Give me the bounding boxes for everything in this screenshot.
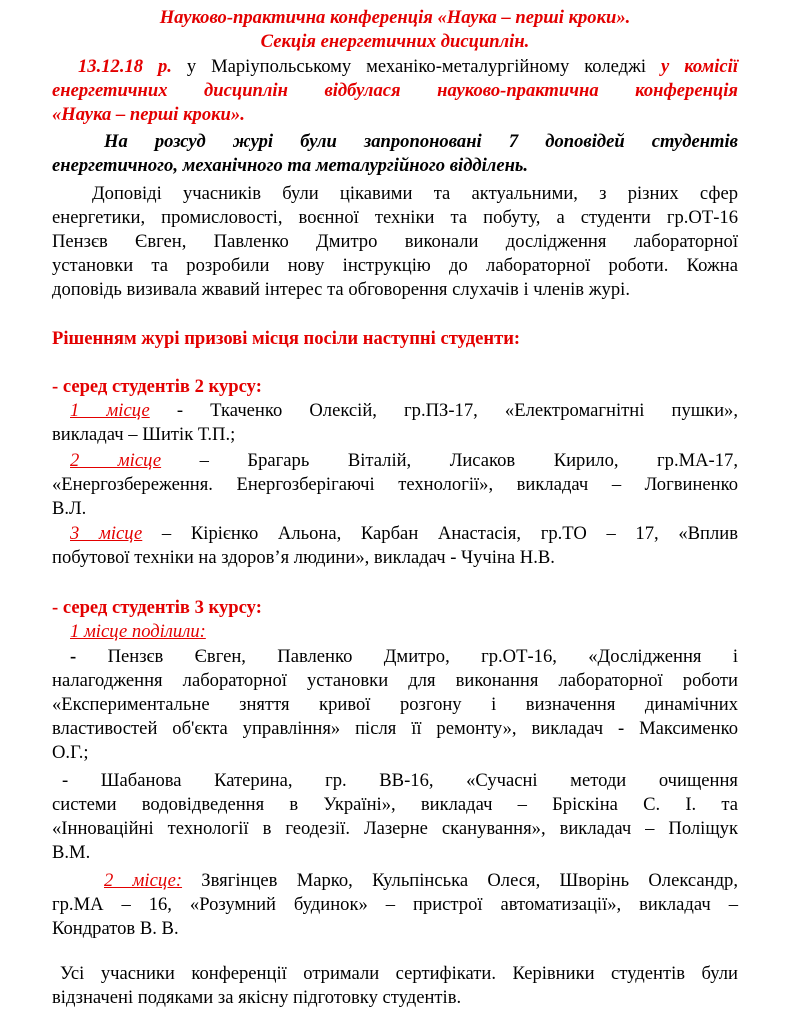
course3-a-line3: «Експериментальне зняття кривої розгону і визначення динамічних bbox=[52, 694, 738, 715]
course2-heading: - серед студентів 2 курсу: bbox=[52, 376, 262, 397]
course3-a-line2: налагодження лабораторної установки для виконання лабораторної роботи bbox=[52, 670, 738, 691]
title-line-2: Секція енергетичних дисциплін. bbox=[260, 31, 530, 52]
event-date: 13.12.18 р. bbox=[78, 56, 172, 77]
intro-line-3: «Наука – перші кроки». bbox=[52, 104, 245, 125]
course3-b-line3: «Інноваційні технології в геодезії. Лазерне сканування», викладач – Поліщук bbox=[52, 818, 738, 839]
course3-place2-line3: Кондратов В. В. bbox=[52, 918, 179, 939]
place-3-label: 3 місце bbox=[70, 523, 143, 544]
course2-place2-line3: В.Л. bbox=[52, 498, 87, 519]
course3-heading: - серед студентів 3 курсу: bbox=[52, 597, 262, 618]
closing-line-2: відзначені подяками за якісну підготовку студентів. bbox=[52, 987, 462, 1008]
title-line-1: Науково-практична конференція «Наука – перші кроки». bbox=[159, 7, 631, 28]
place-2-label: 2 місце: bbox=[104, 870, 183, 891]
course2-place3-line2: побутової техніки на здоров’я людини», викладач - Чучіна Н.В. bbox=[52, 547, 555, 568]
body-line-1: Доповіді учасників були цікавими та актуальними, з різних сфер bbox=[92, 183, 738, 204]
intro-text: у Маріупольському механіко-металургійному коледжі bbox=[171, 56, 662, 77]
intro-red: у комісії bbox=[661, 56, 738, 77]
course2-place2-line1 bbox=[70, 449, 738, 473]
course3-place2-line1 bbox=[104, 869, 738, 893]
place-1-label: 1 місце bbox=[70, 400, 150, 421]
course3-place2-line2: гр.МА – 16, «Розумний будинок» – пристрої автоматизації», викладач – bbox=[52, 894, 738, 915]
place-2-text: – Брагарь Віталій, Лисаков Кирило, гр.МА-17, bbox=[161, 450, 738, 471]
course3-b-line4: В.М. bbox=[52, 842, 91, 863]
course3-b-line1: - Шабанова Катерина, гр. ВВ-16, «Сучасні методи очищення bbox=[62, 770, 738, 791]
decision-heading: Рішенням журі призові місця посіли наступні студенти: bbox=[52, 328, 521, 349]
course3-b-line2: системи водовідведення в Україні», викладач – Бріскіна С. І. та bbox=[52, 794, 738, 815]
intro-line-2: енергетичних дисциплін відбулася науково-практична конференція bbox=[52, 80, 738, 101]
place-3-text: – Кірієнко Альона, Карбан Анастасія, гр.ТО – 17, «Вплив bbox=[142, 523, 738, 544]
course3-a-line5: О.Г.; bbox=[52, 742, 89, 763]
place-2-label: 2 місце bbox=[70, 450, 162, 471]
a-text: Пензєв Євген, Павленко Дмитро, гр.ОТ-16, «Дослідження і bbox=[76, 646, 738, 667]
closing-line-1: Усі учасники конференції отримали сертифікати. Керівники студентів були bbox=[60, 963, 738, 984]
course3-shared-first: 1 місце поділили: bbox=[70, 621, 206, 642]
course2-place1-line2: викладач – Шитік Т.П.; bbox=[52, 424, 236, 445]
place-1-text: - Ткаченко Олексій, гр.ПЗ-17, «Електромагнітні пушки», bbox=[149, 400, 738, 421]
dash-marker: - bbox=[70, 646, 77, 667]
body-line-3: Пензєв Євген, Павленко Дмитро виконали дослідження лабораторної bbox=[52, 231, 738, 252]
body-line-4: установки та розробили нову інструкцію до лабораторної роботи. Кожна bbox=[52, 255, 738, 276]
jury-line-2: енергетичного, механічного та металургійного відділень. bbox=[52, 155, 529, 176]
course2-place1-line1 bbox=[70, 399, 738, 423]
course2-place3-line1 bbox=[70, 522, 738, 546]
jury-line-1: На розсуд журі були запропоновані 7 доповідей студентів bbox=[104, 131, 738, 152]
place-2-text: Звягінцев Марко, Кульпінська Олеся, Шворінь Олександр, bbox=[182, 870, 738, 891]
intro-line-1 bbox=[54, 55, 738, 79]
course3-a-line4: властивостей об'єкта управління» після її ремонту», викладач - Максименко bbox=[52, 718, 738, 739]
course3-a-line1 bbox=[70, 645, 738, 669]
body-line-2: енергетики, промисловості, воєнної техніки та побуту, а студенти гр.ОТ-16 bbox=[52, 207, 738, 228]
body-line-5: доповідь визивала жвавий інтерес та обговорення слухачів і членів журі. bbox=[52, 279, 630, 300]
course2-place2-line2: «Енергозбереження. Енергозберігаючі технології», викладач – Логвиненко bbox=[52, 474, 738, 495]
